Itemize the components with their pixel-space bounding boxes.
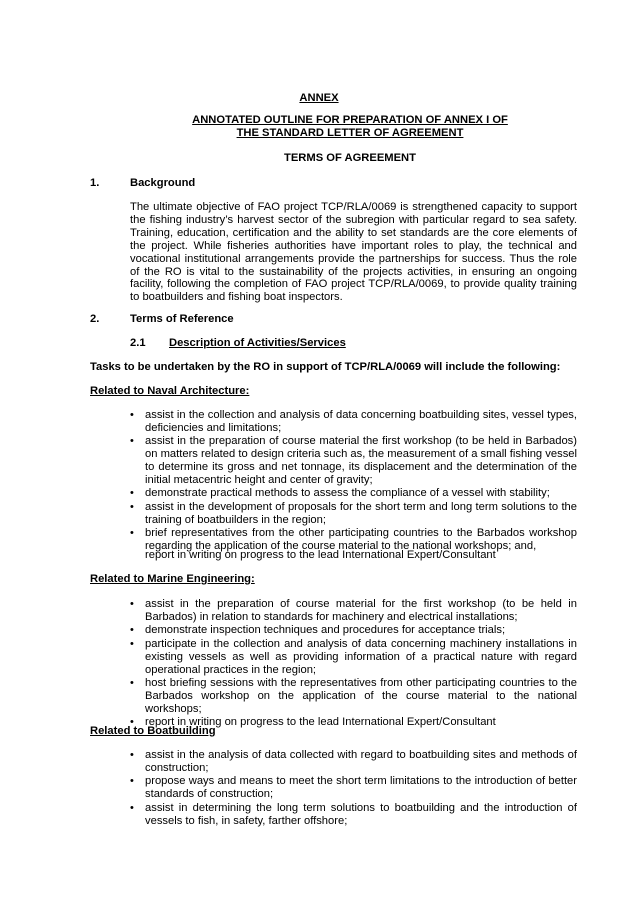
section-2-number: 2. (90, 313, 100, 325)
list-item: • host briefing sessions with the representatives from other participating countries to the Barbados workshop on the application of the course material to the national workshops; (130, 677, 577, 716)
list-item: • propose ways and means to meet the short term limitations to the introduction of better standards of construction; (130, 775, 577, 801)
list-item: • assist in determining the long term solutions to boatbuilding and the introduction of vessels to fish, in safety, farther offshore; (130, 802, 577, 828)
list-item: • assist in the collection and analysis of data concerning boatbuilding sites, vessel types, deficiencies and limitations; (130, 409, 577, 435)
terms-of-agreement-title: TERMS OF AGREEMENT (284, 152, 416, 164)
background-paragraph: The ultimate objective of FAO project TCP/RLA/0069 is strengthened capacity to support the fishing industry’s harvest sector of the subregion with particular regard to sea safety. Training, education, certification and the ability to set standards are the core elements of the project. While fisheries authorities have important roles to play, the technical and vocational institutional arrangements provide the partnerships for success. Thus the role of the RO is vital to the sustainability of the projects activities, in ensuring an ongoing facility, following the completion of FAO project TCP/RLA/0069, to provide quality training to boatbuilders and fishing boat inspectors. (130, 201, 577, 304)
subtitle-line-1: ANNOTATED OUTLINE FOR PREPARATION OF ANNEX I OF (192, 114, 508, 126)
section-2-1-title: Description of Activities/Services (169, 337, 346, 349)
naval-report-line: report in writing on progress to the lead International Expert/Consultant (145, 549, 496, 561)
list-item: • assist in the preparation of course material the first workshop (to be held in Barbados) on matters related to design criteria such as, the measurement of a small fishing vessel to determine its gross and net tonnage, its displacement and the determination of the initial metacentric height and center of gravity; (130, 435, 577, 487)
list-item: • participate in the collection and analysis of data concerning machinery installations in existing vessels as well as providing information of a practical nature with regard operational practices in the region; (130, 638, 577, 677)
naval-architecture-list (130, 409, 577, 553)
document-subtitle (100, 114, 600, 140)
boatbuilding-heading: Related to Boatbuilding (90, 725, 216, 737)
list-item: • demonstrate inspection techniques and procedures for acceptance trials; (130, 624, 577, 637)
list-item: • demonstrate practical methods to assess the compliance of a vessel with stability; (130, 487, 577, 500)
section-1-title: Background (130, 177, 196, 189)
list-item: • assist in the development of proposals for the short term and long term solutions to the training of boatbuilders in the region; (130, 501, 577, 527)
section-2-title: Terms of Reference (130, 313, 234, 325)
marine-engineering-list (130, 598, 577, 730)
boatbuilding-list (130, 749, 577, 828)
tasks-intro: Tasks to be undertaken by the RO in support of TCP/RLA/0069 will include the following: (90, 361, 561, 373)
subtitle-line-2: THE STANDARD LETTER OF AGREEMENT (236, 126, 464, 139)
naval-architecture-heading: Related to Naval Architecture: (90, 385, 250, 397)
list-item: • report in writing on progress to the lead International Expert/Consultant (130, 716, 577, 729)
section-2-1-number: 2.1 (130, 337, 146, 349)
list-item: • assist in the preparation of course material for the first workshop (to be held in Barbados) in relation to standards for machinery and electrical installations; (130, 598, 577, 624)
list-item: • brief representatives from the other participating countries to the Barbados workshop regarding the application of the course material to the national workshops; and, (130, 527, 577, 553)
marine-engineering-heading: Related to Marine Engineering: (90, 573, 255, 585)
list-item: • assist in the analysis of data collected with regard to boatbuilding sites and methods of construction; (130, 749, 577, 775)
annex-title: ANNEX (299, 92, 339, 104)
section-1-number: 1. (90, 177, 100, 189)
